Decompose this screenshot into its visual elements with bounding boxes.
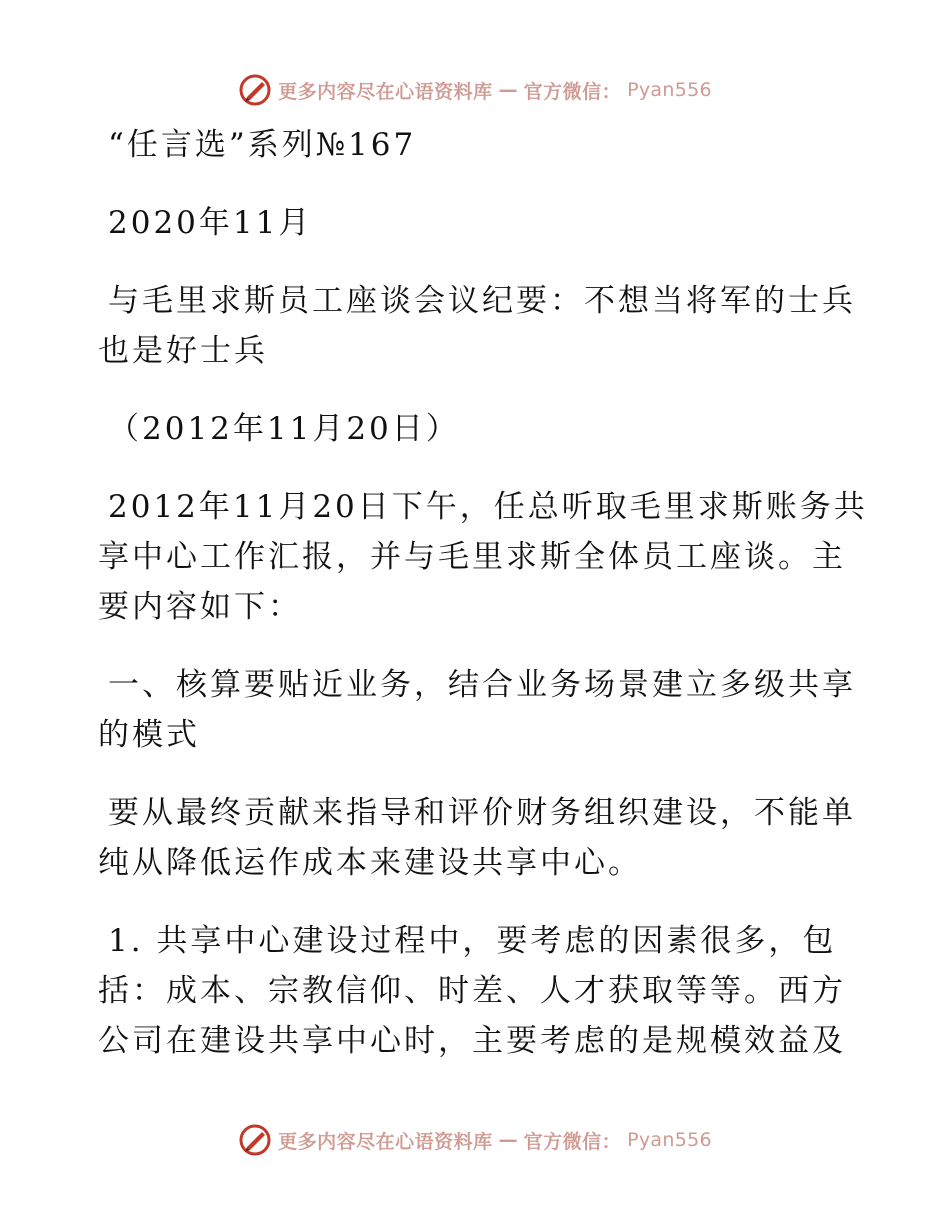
- point-paragraph: 1. 共享中心建设过程中，要考虑的因素很多，包括：成本、宗教信仰、时差、人才获取等等。西方公司在建设共享中心时，主要考虑的是规模效益及: [98, 923, 846, 1059]
- section-paragraph: 要从最终贡献来指导和评价财务组织建设，不能单纯从降低运作成本来建设共享中心。: [98, 795, 856, 881]
- watermark-dash: —: [498, 1129, 518, 1151]
- watermark-dash: —: [498, 79, 518, 101]
- watermark-wechat-id: Pyan556: [627, 79, 712, 101]
- watermark-wechat-label: 官方微信：: [523, 1130, 622, 1153]
- watermark-text: 更多内容尽在心语资料库: [278, 80, 493, 103]
- watermark-wechat-label: 官方微信：: [523, 80, 622, 103]
- issue-date: 2020年11月: [108, 205, 313, 241]
- watermark-header: [0, 70, 950, 110]
- section-heading: 一、核算要贴近业务，结合业务场景建立多级共享的模式: [98, 667, 856, 753]
- meeting-date: （2012年11月20日）: [108, 411, 460, 447]
- intro-paragraph: 2012年11月20日下午，任总听取毛里求斯账务共享中心工作汇报，并与毛里求斯全体员工座谈。主要内容如下：: [98, 489, 868, 625]
- watermark-wechat-id: Pyan556: [627, 1129, 712, 1151]
- document-title: 与毛里求斯员工座谈会议纪要：不想当将军的士兵也是好士兵: [98, 283, 856, 369]
- watermark-text: 更多内容尽在心语资料库: [278, 1130, 493, 1153]
- pen-logo-icon: [238, 1123, 272, 1157]
- document-body: [98, 120, 868, 1094]
- watermark-footer: [0, 1120, 950, 1160]
- series-label: “任言选”系列№167: [108, 127, 417, 163]
- pen-logo-icon: [238, 73, 272, 107]
